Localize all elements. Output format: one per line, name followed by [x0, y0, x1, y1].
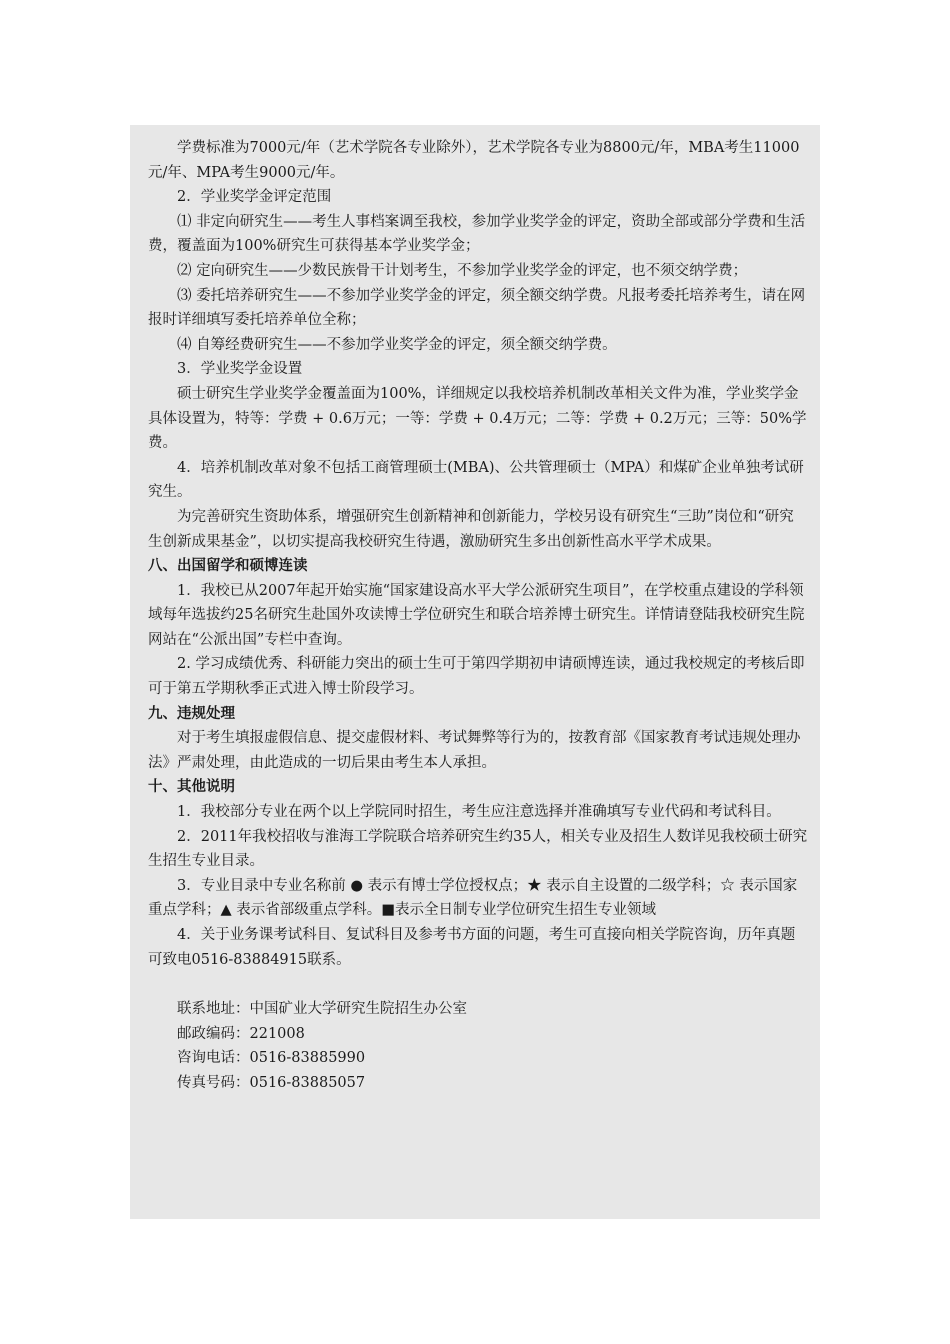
- contact-fax: 传真号码：0516-83885057: [177, 1074, 366, 1091]
- paragraph: ⑴ 非定向研究生——考生人事档案调至我校，参加学业奖学金的评定，资助全部或部分学费和生活费，覆盖面为100%研究生可获得基本学业奖学金；: [148, 213, 806, 255]
- paragraph: 学费标准为7000元/年（艺术学院各专业除外），艺术学院各专业为8800元/年，MBA考生11000元/年、MPA考生9000元/年。: [148, 140, 800, 181]
- paragraph: 为完善研究生资助体系，增强研究生创新精神和创新能力，学校另设有研究生“三助”岗位和“研究生创新成果基金”，以切实提高我校研究生待遇，激励研究生多出创新性高水平学术成果。: [148, 508, 794, 550]
- section-heading: 九、违规处理: [148, 705, 235, 722]
- contact-address: 联系地址：中国矿业大学研究生院招生办公室: [177, 1001, 467, 1018]
- section-heading: 八、出国留学和硕博连读: [148, 558, 308, 575]
- paragraph: 对于考生填报虚假信息、提交虚假材料、考试舞弊等行为的，按教育部《国家教育考试违规处理办法》严肃处理，由此造成的一切后果由考生本人承担。: [148, 730, 801, 771]
- paragraph: 2. 学习成绩优秀、科研能力突出的硕士生可于第四学期初申请硕博连读，通过我校规定的考核后即可于第五学期秋季正式进入博士阶段学习。: [148, 656, 805, 698]
- paragraph: 2．学业奖学金评定范围: [177, 189, 332, 206]
- document-body: [148, 136, 808, 1096]
- paragraph: 4．培养机制改革对象不包括工商管理硕士(MBA)、公共管理硕士（MPA）和煤矿企业单独考试研究生。: [148, 459, 804, 501]
- paragraph: 1．我校部分专业在两个以上学院同时招生，考生应注意选择并准确填写专业代码和考试科目。: [177, 804, 781, 821]
- contact-postcode: 邮政编码：221008: [177, 1025, 305, 1042]
- paragraph: 1．我校已从2007年起开始实施“国家建设高水平大学公派研究生项目”，在学校重点建设的学科领域每年选拔约25名研究生赴国外攻读博士学位研究生和联合培养博士研究生。详情请登陆我校研究生院网站在“公派出国”专栏中查询。: [148, 582, 805, 648]
- paragraph: 4．关于业务课考试科目、复试科目及参考书方面的问题，考生可直接向相关学院咨询，历年真题可致电0516-83884915联系。: [148, 927, 796, 968]
- paragraph: ⑵ 定向研究生——少数民族骨干计划考生，不参加学业奖学金的评定，也不须交纳学费；: [177, 262, 748, 279]
- paragraph-list: [148, 136, 808, 972]
- contact-phone: 咨询电话：0516-83885990: [177, 1050, 366, 1067]
- paragraph: 2．2011年我校招收与淮海工学院联合培养研究生约35人，相关专业及招生人数详见我校硕士研究生招生专业目录。: [148, 828, 808, 870]
- spacer: [148, 972, 808, 997]
- paragraph: ⑷ 自筹经费研究生——不参加学业奖学金的评定，须全额交纳学费。: [177, 336, 617, 353]
- paragraph: 硕士研究生学业奖学金覆盖面为100%，详细规定以我校培养机制改革相关文件为准，学业奖学金具体设置为，特等：学费 + 0.6万元；一等：学费 + 0.4万元；二等：学费 + 0.2万元；三等：50%学费。: [148, 385, 807, 452]
- section-heading: 十、其他说明: [148, 779, 235, 796]
- paragraph: 3．学业奖学金设置: [177, 361, 303, 378]
- paragraph: ⑶ 委托培养研究生——不参加学业奖学金的评定，须全额交纳学费。凡报考委托培养考生，请在网报时详细填写委托培养单位全称；: [148, 287, 806, 329]
- paragraph: 3．专业目录中专业名称前 ● 表示有博士学位授权点；★ 表示自主设置的二级学科；☆ 表示国家重点学科；▲ 表示省部级重点学科。■表示全日制专业学位研究生招生专业领域: [148, 877, 798, 919]
- contact-block: [148, 997, 808, 1095]
